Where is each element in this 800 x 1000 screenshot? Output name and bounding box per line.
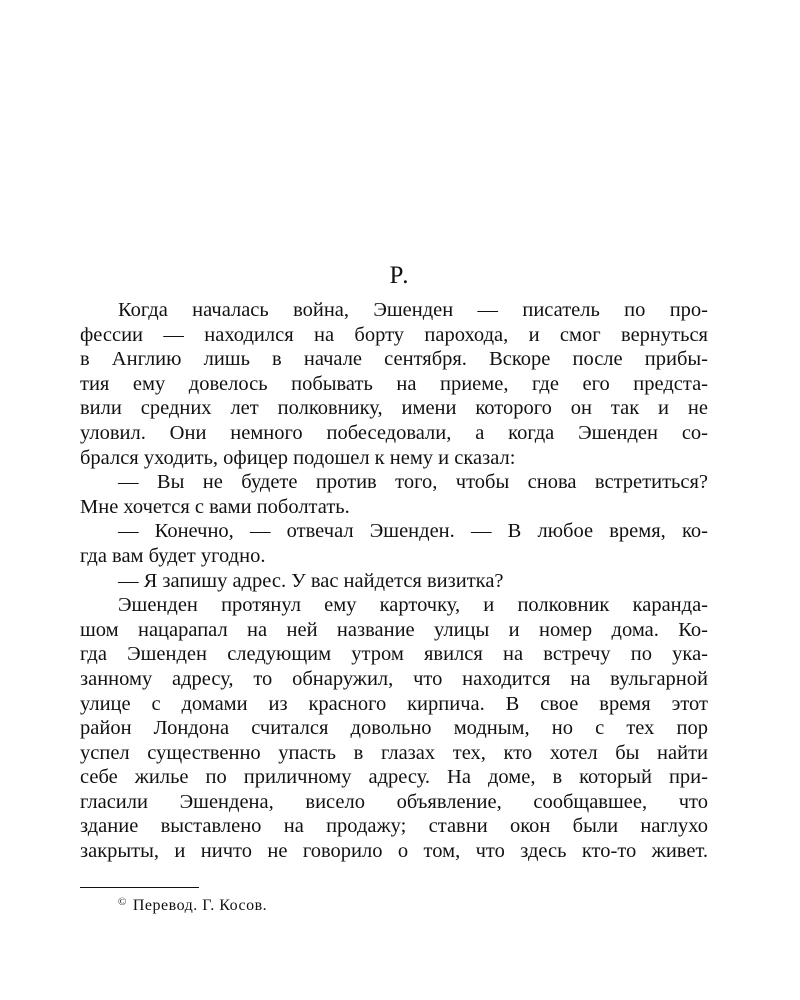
text-line: себе жилье по приличному адресу. На доме, в который при- [80,766,708,789]
text-line: в Англию лишь в начале сентября. Вскоре после прибы- [80,348,708,371]
text-line: гласили Эшендена, висело объявление, сообщавшее, что [80,790,708,813]
text-line: улице с домами из красного кирпича. В свое время этот [80,692,708,715]
chapter-title: Р. [389,262,411,289]
footnote-text: Перевод. Г. Косов. [132,897,268,914]
text-line: — Конечно, — отвечал Эшенден. — В любое время, ко- [118,520,708,543]
text-line: — Я запишу адрес. У вас найдется визитка? [118,569,504,592]
text-line: уловил. Они немного побеседовали, а когда Эшенден со- [80,421,708,444]
text-line: Когда началась война, Эшенден — писатель по про- [118,299,708,321]
text-line: шом нацарапал на ней название улицы и номер дома. Ко- [80,618,708,641]
text-line: успел существенно упасть в глазах тех, кто хотел бы найти [80,741,708,764]
footnote [118,896,267,915]
text-line: тия ему довелось побывать на приеме, где его предста- [80,372,708,395]
text-line: вили средних лет полковнику, имени которого он так и не [80,397,708,420]
footnote-divider [80,887,199,888]
text-line: Мне хочется с вами поболтать. [80,495,350,518]
text-line: занному адресу, то обнаружил, что находится на вульгарной [80,667,708,690]
text-line: здание выставлено на продажу; ставни окон были наглухо [80,815,708,838]
text-line: район Лондона считался довольно модным, но с тех пор [80,717,708,740]
text-line: — Вы не будете против того, чтобы снова встретиться? [118,471,708,494]
text-line: гда вам будет угодно. [80,544,266,567]
text-line: закрыты, и ничто не говорило о том, что здесь кто-то живет. [80,840,708,863]
copyright-mark: © [118,896,127,908]
text-line: фессии — находился на борту парохода, и смог вернуться [80,323,708,346]
text-line: Эшенден протянул ему карточку, и полковник каранда- [118,594,708,617]
body-text [80,298,708,864]
text-line: гда Эшенден следующим утром явился на встречу по ука- [80,643,708,666]
text-line: брался уходить, офицер подошел к нему и сказал: [80,446,516,469]
